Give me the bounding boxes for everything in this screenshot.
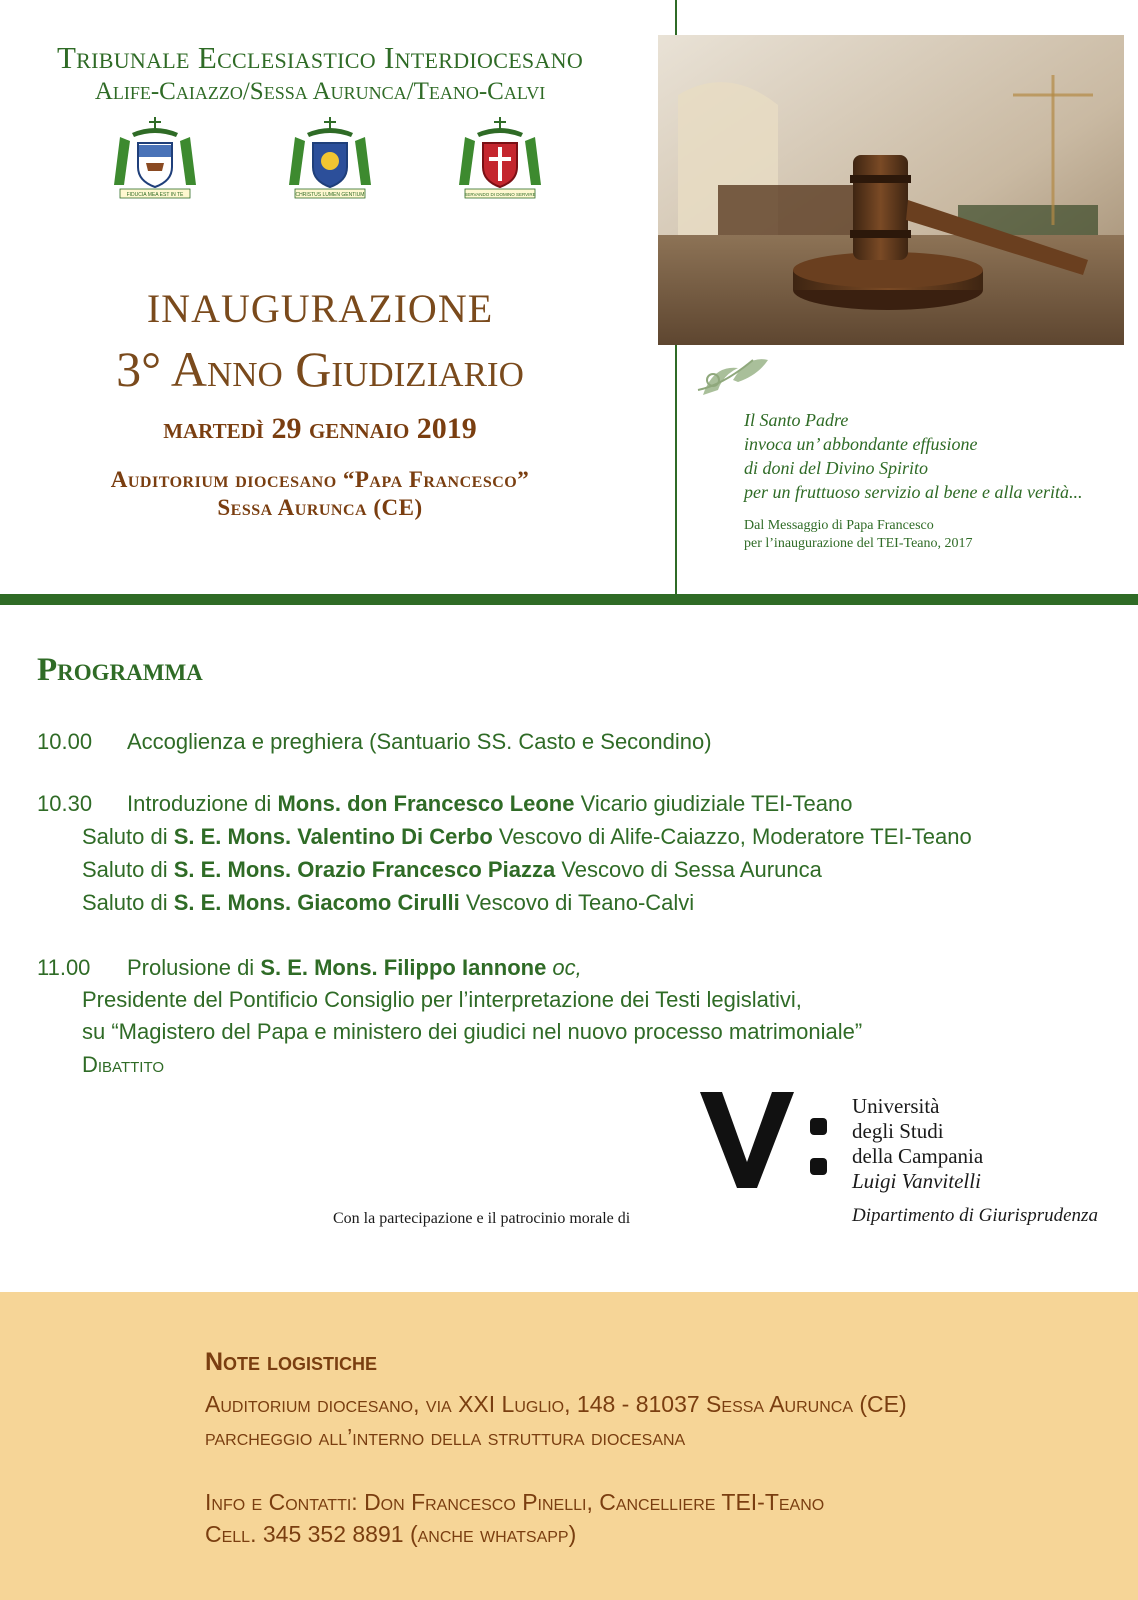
program-item: Saluto di S. E. Mons. Giacomo Cirulli Vescovo di Teano-Calvi: [82, 890, 695, 915]
program-item: Dibattito: [82, 1052, 165, 1077]
program-item: Prolusione di S. E. Mons. Filippo Iannone oc,: [127, 955, 582, 980]
notes-parking: parcheggio all’interno della struttura diocesana: [205, 1424, 686, 1450]
event-venue: Auditorium diocesano “Papa Francesco”: [110, 467, 530, 492]
crest-sessa-aurunca-icon: [285, 115, 375, 207]
crest-teano-calvi-icon: [455, 115, 545, 207]
program-time: 11.00: [37, 955, 91, 980]
crest-motto: SERVANDO DI DOMINO SERVIRE: [464, 192, 536, 197]
university-name: della Campania: [852, 1144, 984, 1168]
program-item: Saluto di S. E. Mons. Valentino Di Cerbo Vescovo di Alife-Caiazzo, Moderatore TEI-Teano: [82, 824, 972, 849]
tribunal-name: Tribunale Ecclesiastico Interdiocesano: [56, 40, 584, 75]
speaker-name: S. E. Mons. Orazio Francesco Piazza: [173, 857, 556, 882]
program-time: 10.00: [37, 729, 93, 754]
notes-address: Auditorium diocesano, via XXI Luglio, 148 - 81037 Sessa Aurunca (CE): [205, 1391, 907, 1417]
quote-line: di doni del Divino Spirito: [744, 458, 928, 478]
university-name: Luigi Vanvitelli: [852, 1169, 981, 1193]
notes-heading: Note logistiche: [205, 1348, 378, 1376]
university-name: degli Studi: [852, 1119, 944, 1143]
crest-alife-caiazzo-icon: [110, 115, 200, 207]
leaf-ornament-icon: [693, 350, 773, 400]
event-subtitle: 3° Anno Giudiziario: [116, 341, 524, 397]
speaker-name: S. E. Mons. Filippo Iannone: [260, 955, 547, 980]
university-logo-icon: [700, 1090, 850, 1190]
program-item: Presidente del Pontificio Consiglio per l’interpretazione dei Testi legislativi,: [82, 987, 802, 1012]
dioceses-names: Alife-Caiazzo/Sessa Aurunca/Teano-Calvi: [94, 78, 546, 105]
notes-phone: Cell. 345 352 8891 (anche whatsapp): [205, 1521, 577, 1547]
program-item: su “Magistero del Papa e ministero dei giudici nel nuovo processo matrimoniale”: [82, 1019, 863, 1044]
quote-line: Il Santo Padre: [744, 410, 849, 430]
speaker-name: S. E. Mons. Valentino Di Cerbo: [173, 824, 493, 849]
program-time: 10.30: [37, 791, 93, 816]
speaker-name: S. E. Mons. Giacomo Cirulli: [173, 890, 460, 915]
gavel-photo: [658, 35, 1124, 345]
header-left: [0, 0, 676, 590]
university-name: Università: [852, 1094, 940, 1118]
quote-source: Dal Messaggio di Papa Francesco: [744, 518, 934, 533]
crest-motto: FIDUCIA MEA EST IN TE: [126, 192, 184, 198]
quote-line: per un fruttuoso servizio al bene e alla verità...: [744, 482, 1083, 502]
program-item: Accoglienza e preghiera (Santuario SS. Casto e Secondino): [127, 729, 712, 754]
event-city: Sessa Aurunca (CE): [217, 495, 423, 520]
crest-motto: CHRISTUS LUMEN GENTIUM: [295, 192, 365, 198]
quote-source: per l’inaugurazione del TEI-Teano, 2017: [744, 536, 973, 551]
event-date: martedì 29 gennaio 2019: [163, 412, 477, 445]
logistics-footer: [0, 1292, 1138, 1600]
event-title: INAUGURAZIONE: [146, 286, 494, 331]
program-item: Introduzione di Mons. don Francesco Leone Vicario giudiziale TEI-Teano: [127, 791, 853, 816]
programma-heading: Programma: [37, 652, 203, 688]
university-department: Dipartimento di Giurisprudenza: [852, 1205, 1098, 1226]
program-item: Saluto di S. E. Mons. Orazio Francesco Piazza Vescovo di Sessa Aurunca: [82, 857, 822, 882]
horizontal-divider: [0, 594, 1138, 605]
notes-contact: Info e Contatti: Don Francesco Pinelli, Cancelliere TEI-Teano: [205, 1489, 825, 1515]
patronage-text: Con la partecipazione e il patrocinio morale di: [333, 1210, 631, 1227]
quote-line: invoca un’ abbondante effusione: [744, 434, 978, 454]
speaker-name: Mons. don Francesco Leone: [277, 791, 575, 816]
